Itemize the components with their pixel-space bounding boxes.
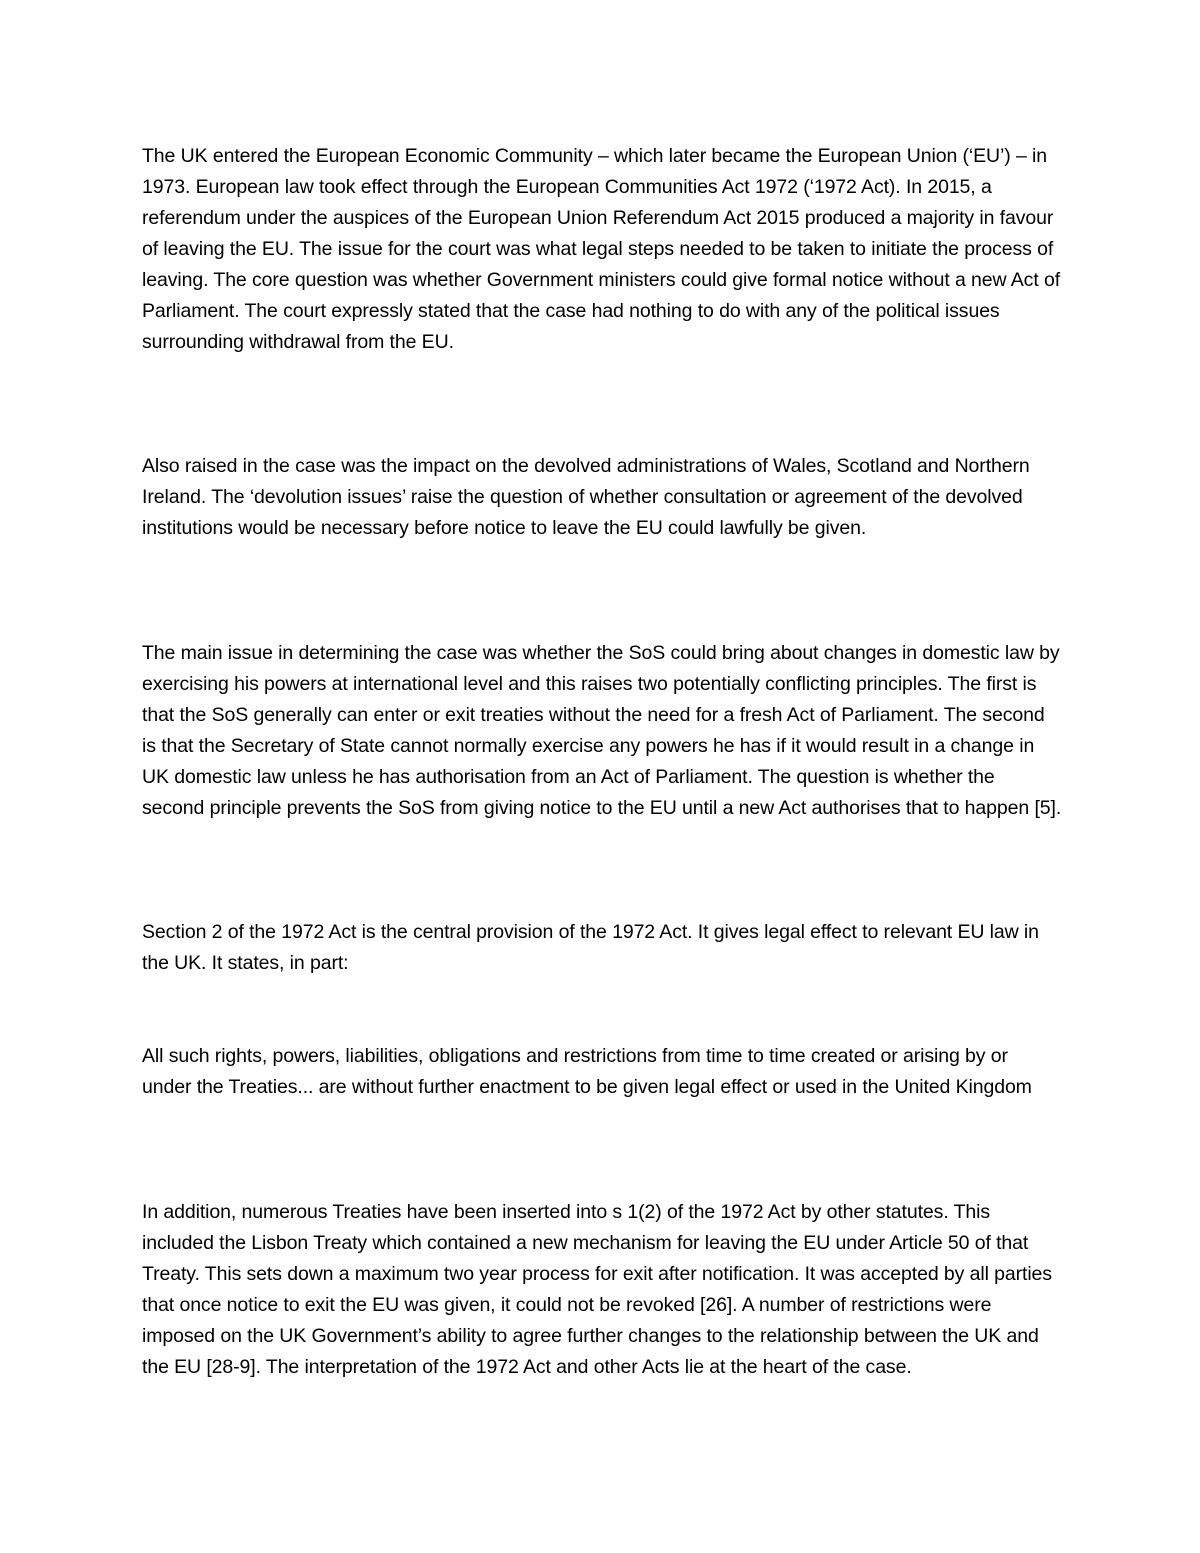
paragraph-devolution-issues: Also raised in the case was the impact on the devolved administrations of Wales, Scotland and Northern Ireland. The ‘devolution issues’ raise the question of whether consultation or agreement of the devolved institutions would be necessary before notice to leave the EU could lawfully be given. bbox=[142, 455, 1030, 539]
paragraph-lisbon-treaty: In addition, numerous Treaties have been inserted into s 1(2) of the 1972 Act by other statutes. This included the Lisbon Treaty which contained a new mechanism for leaving the EU under Article 50 of that Treaty. This sets down a maximum two year process for exit after notification. It was accepted by all parties that once notice to exit the EU was given, it could not be revoked [26]. A number of restrictions were imposed on the UK Government’s ability to agree further changes to the relationship between the UK and the EU [28-9]. The interpretation of the 1972 Act and other Acts lie at the heart of the case. bbox=[142, 1201, 1052, 1378]
paragraph-main-issue: The main issue in determining the case was whether the SoS could bring about changes in domestic law by exercising his powers at international level and this raises two potentially conflicting principles. The first is that the SoS generally can enter or exit treaties without the need for a fresh Act of Parliament. The second is that the Secretary of State cannot normally exercise any powers he has if it would result in a change in UK domestic law unless he has authorisation from an Act of Parliament. The question is whether the second principle prevents the SoS from giving notice to the EU until a new Act authorises that to happen [5]. bbox=[142, 642, 1062, 819]
paragraph-quotation: All such rights, powers, liabilities, obligations and restrictions from time to time created or arising by or under the Treaties... are without further enactment to be given legal effect or used in the United Kingdom bbox=[142, 1045, 1032, 1098]
paragraph-background: The UK entered the European Economic Community – which later became the European Union (‘EU’) – in 1973. European law took effect through the European Communities Act 1972 (‘1972 Act). In 2015, a referendum under the auspices of the European Union Referendum Act 2015 produced a majority in favour of leaving the EU. The issue for the court was what legal steps needed to be taken to initiate the process of leaving. The core question was whether Government ministers could give formal notice without a new Act of Parliament. The court expressly stated that the case had nothing to do with any of the political issues surrounding withdrawal from the EU. bbox=[142, 145, 1061, 353]
paragraph-section-2: Section 2 of the 1972 Act is the central provision of the 1972 Act. It gives legal effect to relevant EU law in the UK. It states, in part: bbox=[142, 921, 1039, 974]
